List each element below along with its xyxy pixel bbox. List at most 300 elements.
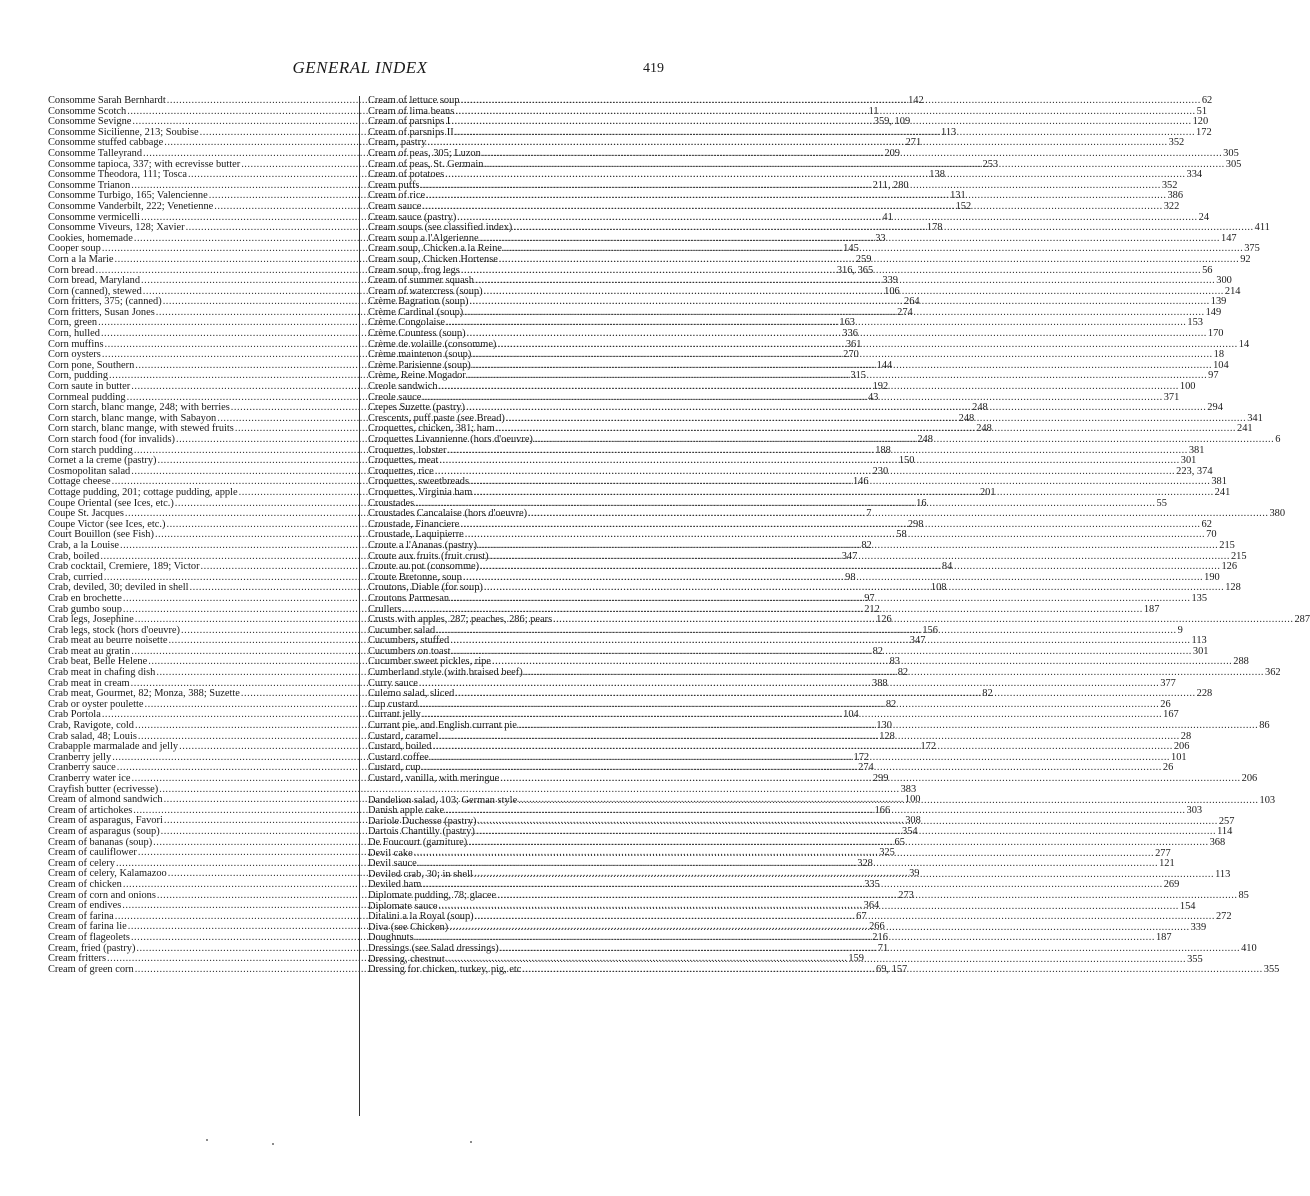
entry-page-number: 359, 109	[873, 116, 911, 128]
entry-page-number: 82	[861, 539, 872, 551]
entry-page-number: 298	[907, 518, 924, 530]
entry-term: Diva (see Chicken)	[368, 921, 449, 933]
entry-term: Custard, boiled	[368, 741, 432, 753]
dot-leader	[450, 594, 1190, 605]
entry-term: Cranberry jelly	[48, 751, 112, 763]
entry-page-number: 128	[879, 730, 895, 742]
entry-term: Cream soup, frog legs	[368, 264, 460, 276]
entry-term: Deviled ham	[368, 879, 422, 891]
entry-page-number: 206	[1241, 773, 1258, 784]
entry-term: Cream of green corn	[48, 963, 134, 975]
entry-term: Corn starch, blanc mange, with Sabayon	[48, 412, 217, 424]
entry-page-number: 82	[872, 645, 883, 657]
entry-page-number: 190	[1204, 571, 1220, 583]
entry-term: De Foucourt (garniture)	[368, 836, 468, 848]
entry-term: Cream of lettuce soup	[368, 95, 460, 106]
entry-term: Dressing for chicken, turkey, pig, etc	[368, 964, 522, 976]
entry-term: Cream of lima beans	[368, 105, 455, 117]
dot-leader	[534, 435, 1274, 446]
entry-term: Cream of bananas (soup)	[48, 836, 153, 848]
entry-page-number: 362	[1265, 667, 1281, 679]
entry-term: Crab legs, stock (hors d'oeuvre)	[48, 624, 181, 636]
entry-page-number: 336	[842, 328, 858, 340]
page-number: 419	[643, 61, 664, 76]
entry-term: Consomme Vanderbilt, 222; Venetienne	[48, 200, 214, 212]
entry-page-number: 301	[1180, 455, 1197, 467]
entry-page-number: 274	[897, 306, 913, 318]
entry-term: Crab legs, Josephine	[48, 614, 134, 626]
entry-term: Devil cake	[368, 847, 413, 859]
entry-term: Cream of cauliflower	[48, 847, 137, 859]
entry-term: Cream, pastry	[368, 137, 427, 149]
entry-page-number: 209	[884, 147, 900, 159]
entry-page-number: 92	[1240, 253, 1251, 265]
entry-page-number: 355	[1187, 953, 1203, 965]
entry-page-number: 100	[904, 794, 921, 806]
entry-term: Cream sauce	[368, 200, 422, 212]
entry-page-number: 303	[1186, 805, 1203, 817]
entry-term: Croquettes, meat	[368, 455, 439, 467]
entry-page-number: 212	[864, 603, 880, 615]
entry-term: Crab, curried	[48, 571, 103, 583]
entry-page-number: 9	[1177, 624, 1183, 636]
entry-term: Corn bread	[48, 264, 95, 276]
entry-term: Crab salad, 48; Louis	[48, 730, 137, 742]
entry-term: Cream of potatoes	[368, 169, 445, 181]
entry-page-number: 248	[972, 402, 988, 414]
entry-term: Crème Cardinal (soup)	[368, 306, 464, 318]
scan-specks	[0, 1135, 700, 1155]
entry-page-number: 383	[900, 783, 917, 795]
entry-term: Crab, boiled	[48, 550, 100, 562]
entry-page-number: 201	[979, 486, 996, 498]
entry-term: Doughnuts	[368, 932, 414, 944]
entry-term: Creole sandwich	[368, 381, 438, 393]
entry-term: Cucumber sweet pickles, ripe	[368, 656, 491, 668]
entry-page-number: 172	[853, 751, 870, 763]
entry-term: Cooper soup	[48, 243, 101, 255]
entry-page-number: 381	[1211, 476, 1227, 488]
entry-term: Croute au pot (consomme)	[368, 561, 480, 573]
entry-term: Corn starch food (for invalids)	[48, 434, 175, 445]
entry-page-number: 288	[1233, 656, 1249, 668]
entry-term: Cream of rice	[368, 190, 426, 202]
entry-page-number: 266	[869, 921, 885, 933]
entry-page-number: 381	[1188, 444, 1205, 456]
entry-term: Cream of almond sandwich	[48, 794, 163, 806]
entry-page-number: 352	[1168, 137, 1185, 149]
entry-page-number: 273	[898, 889, 914, 901]
entry-page-number: 371	[1163, 391, 1180, 403]
entry-term: Diplomate pudding, 78; glacee	[368, 889, 497, 901]
entry-page-number: 56	[1202, 264, 1213, 276]
entry-term: Croustade, Financiere	[368, 518, 460, 530]
dot-leader	[500, 944, 1240, 955]
entry-term: Cream of flageolets	[48, 931, 130, 943]
entry-page-number: 368	[1209, 836, 1226, 848]
entry-page-number: 7	[866, 508, 872, 520]
entry-page-number: 364	[863, 900, 880, 912]
entry-term: Consomme tapioca, 337; with ecrevisse butter	[48, 158, 241, 170]
entry-term: Corn starch, blanc mange, with stewed fruits	[48, 423, 234, 435]
entry-term: Creole sauce	[368, 391, 422, 403]
page-header	[0, 58, 700, 80]
entry-term: Consomme stuffed cabbage	[48, 137, 164, 149]
entry-term: Crème Congolaise	[368, 317, 446, 329]
entry-page-number: 100	[1179, 381, 1196, 393]
entry-page-number: 103	[1259, 794, 1276, 806]
entry-term: Corn, green	[48, 317, 98, 329]
entry-term: Custard, cup	[368, 762, 421, 774]
entry-page-number: 104	[843, 709, 859, 721]
entry-page-number: 315	[850, 370, 866, 382]
entry-term: Consomme Sicilienne, 213; Soubise	[48, 126, 199, 138]
entry-page-number: 126	[1221, 561, 1238, 573]
entry-term: Corn a la Marie	[48, 253, 114, 265]
dot-leader	[460, 96, 1200, 107]
entry-page-number: 241	[1214, 486, 1231, 498]
entry-term: Crab beat, Belle Helene	[48, 656, 148, 668]
entry-term: Devil sauce	[368, 858, 417, 870]
entry-page-number: 188	[875, 444, 891, 456]
entry-term: Corn pone, Southern	[48, 359, 135, 371]
entry-term: Consomme Turbigo, 165; Valencienne	[48, 190, 208, 202]
entry-page-number: 62	[1201, 95, 1213, 106]
entry-page-number: 121	[1159, 858, 1175, 870]
entry-term: Dandelion salad, 103; German style	[368, 794, 518, 806]
entry-page-number: 71	[877, 942, 889, 954]
entry-term: Cream of corn and onions	[48, 889, 156, 901]
entry-page-number: 272	[1215, 911, 1232, 923]
entry-term: Crab, a la Louise	[48, 539, 119, 551]
entry-term: Crab meat au gratin	[48, 645, 131, 657]
entry-page-number: 28	[1180, 730, 1192, 742]
entry-page-number: 144	[876, 359, 893, 371]
entry-page-number: 380	[1269, 508, 1286, 520]
entry-term: Cup custard	[368, 698, 418, 710]
entry-page-number: 83	[889, 656, 900, 668]
entry-term: Crab, deviled, 30; deviled in shell	[48, 582, 189, 594]
entry-page-number: 322	[1163, 200, 1180, 212]
entry-page-number: 167	[1163, 709, 1179, 721]
entry-term: Deviled crab, 30; in shell	[368, 868, 473, 880]
entry-page-number: 51	[1196, 105, 1208, 117]
entry-term: Cookies, homemade	[48, 232, 133, 244]
entry-term: Corn oysters	[48, 349, 101, 361]
entry-page-number: 97	[1208, 370, 1219, 382]
entry-term: Corn starch pudding	[48, 444, 133, 456]
entry-page-number: 135	[1191, 592, 1208, 604]
entry-term: Ditalini a la Royal (soup)	[368, 911, 474, 923]
entry-term: Crepes Suzette (pastry)	[368, 402, 465, 414]
entry-term: Cream of artichokes	[48, 804, 133, 816]
entry-page-number: 58	[896, 529, 907, 541]
entry-page-number: 300	[1216, 275, 1232, 287]
entry-term: Croute a l'Ananas (pastry)	[368, 539, 477, 551]
entry-term: Corn bread, Maryland	[48, 275, 141, 287]
entry-page-number: 347	[841, 550, 858, 562]
entry-page-number: 211, 280	[872, 179, 909, 191]
entry-term: Corn starch, blanc mange, 248; with berries	[48, 402, 230, 414]
entry-term: Cream of parsnips II	[368, 126, 454, 138]
entry-term: Cream soup a l'Algerienne	[368, 232, 479, 244]
entry-term: Cream soups (see classified index)	[368, 222, 513, 234]
entry-page-number: 150	[898, 455, 915, 467]
entry-term: Consomme Scotch	[48, 105, 127, 117]
entry-term: Cream of farina	[48, 910, 114, 922]
entry-page-number: 113	[941, 126, 957, 138]
entry-page-number: 341	[1247, 412, 1263, 424]
entry-term: Coupe Oriental (see Ices, etc.)	[48, 497, 174, 509]
entry-term: Crescents, puff paste (see Bread)	[368, 412, 505, 424]
dot-leader	[422, 202, 1162, 213]
entry-page-number: 84	[941, 561, 953, 573]
entry-page-number: 6	[1275, 434, 1281, 445]
dot-leader	[522, 965, 1262, 976]
entry-page-number: 375	[1244, 243, 1260, 255]
entry-page-number: 26	[1162, 762, 1174, 774]
entry-page-number: 104	[1213, 359, 1229, 371]
entry-term: Corn fritters, 375; (canned)	[48, 296, 162, 308]
entry-term: Dartois Chantilly (pastry)	[368, 826, 475, 838]
entry-term: Cream of peas, St. Germain	[368, 158, 484, 170]
entry-page-number: 41	[882, 211, 893, 223]
dot-leader	[473, 488, 1213, 499]
entry-term: Diplomate sauce	[368, 900, 438, 912]
entry-page-number: 410	[1241, 942, 1257, 954]
entry-page-number: 82	[982, 688, 993, 700]
entry-page-number: 82	[897, 667, 909, 679]
entry-term: Cream of asparagus (soup)	[48, 825, 160, 837]
entry-page-number: 153	[1187, 317, 1203, 329]
entry-page-number: 120	[1192, 116, 1209, 128]
entry-page-number: 166	[874, 804, 891, 816]
entry-page-number: 128	[1225, 582, 1241, 594]
entry-page-number: 411	[1254, 222, 1270, 234]
entry-page-number: 352	[1161, 179, 1178, 191]
section-gap	[368, 785, 672, 796]
entry-page-number: 43	[867, 391, 879, 403]
entry-term: Corn muffins	[48, 338, 104, 350]
entry-term: Curry sauce	[368, 677, 418, 689]
entry-term: Cream of farina lie	[48, 921, 127, 933]
entry-term: Croquettes Livannienne (hors d'oeuvre)	[368, 434, 533, 445]
entry-page-number: 187	[1155, 932, 1172, 944]
entry-term: Crème Bagration (soup)	[368, 296, 469, 308]
entry-page-number: 159	[848, 953, 864, 965]
entry-term: Crayfish butter (ecrivesse)	[48, 783, 159, 795]
entry-term: Consomme Sarah Bernhardt	[48, 95, 166, 106]
entry-term: Cream soup, Chicken Hortense	[368, 253, 498, 265]
entry-term: Dressing, chestnut	[368, 953, 445, 965]
entry-term: Cornmeal pudding	[48, 391, 126, 403]
entry-term: Cream of chicken	[48, 878, 122, 890]
entry-term: Cream soup, Chicken a la Reine	[368, 243, 502, 255]
entry-page-number: 62	[1201, 518, 1212, 530]
entry-page-number: 264	[904, 296, 920, 308]
entry-term: Cornet a la creme (pastry)	[48, 455, 157, 467]
entry-page-number: 101	[1171, 751, 1187, 763]
entry-term: Corn saute in butter	[48, 381, 131, 393]
entry-term: Corn (canned), stewed	[48, 285, 142, 297]
entry-page-number: 146	[852, 476, 869, 488]
entry-page-number: 113	[1215, 868, 1231, 880]
entry-page-number: 172	[920, 741, 937, 753]
entry-page-number: 347	[909, 635, 926, 647]
entry-page-number: 16	[916, 497, 927, 509]
entry-page-number: 214	[1224, 285, 1241, 297]
entry-page-number: 156	[922, 624, 938, 636]
entry-page-number: 11	[868, 105, 879, 117]
entry-page-number: 178	[926, 222, 943, 234]
entry-term: Currant pie, and English currant pie	[368, 720, 517, 732]
entry-page-number: 206	[1173, 741, 1190, 753]
entry-term: Cream fritters	[48, 953, 106, 965]
entry-term: Croutons Parmesan	[368, 592, 450, 604]
entry-term: Croustades	[368, 497, 415, 509]
entry-page-number: 257	[1218, 815, 1235, 827]
entry-term: Cream puffs	[368, 179, 420, 191]
entry-term: Cream, fried (pastry)	[48, 942, 136, 954]
entry-page-number: 139	[1210, 296, 1227, 308]
entry-page-number: 241	[1237, 423, 1253, 435]
entry-page-number: 70	[1206, 529, 1217, 541]
entry-page-number: 147	[1221, 232, 1237, 244]
entry-term: Corn, pudding	[48, 370, 109, 382]
entry-term: Coupe Victor (see Ices, etc.)	[48, 518, 166, 530]
entry-term: Crab cocktail, Cremiere, 189; Victor	[48, 561, 200, 573]
entry-term: Cucumber salad	[368, 624, 436, 636]
entry-page-number: 223, 374	[1176, 465, 1213, 477]
entry-page-number: 294	[1207, 402, 1223, 414]
entry-term: Dressings (see Salad dressings)	[368, 942, 499, 954]
entry-term: Cosmopolitan salad	[48, 465, 131, 477]
entry-page-number: 316, 365	[836, 264, 874, 276]
entry-page-number: 355	[1263, 964, 1280, 976]
dot-leader	[468, 838, 1208, 849]
entry-term: Croquettes, chicken, 381; ham	[368, 423, 495, 435]
entry-term: Cream of watercress (soup)	[368, 285, 483, 297]
entry-term: Croute Bretonne, soup	[368, 571, 462, 583]
entry-term: Cottage pudding, 201; cottage pudding, apple	[48, 486, 238, 498]
entry-page-number: 142	[908, 95, 924, 106]
entry-term: Cucumbers on toast	[368, 645, 451, 657]
dot-leader	[478, 541, 1218, 552]
entry-term: Croute aux fruits (fruit crust)	[368, 550, 489, 562]
entry-page-number: 131	[950, 190, 966, 202]
entry-term: Crab Portola	[48, 709, 101, 721]
dot-leader	[482, 149, 1222, 160]
entry-page-number: 55	[1156, 497, 1167, 509]
entry-page-number: 328	[857, 857, 873, 869]
entry-page-number: 334	[1186, 169, 1203, 181]
entry-term: Culemo salad, sliced	[368, 688, 455, 700]
entry-term: Consomme Theodora, 111; Tosca	[48, 169, 187, 181]
entry-term: Cream of parsnips I	[368, 116, 451, 128]
entry-term: Crab en brochette	[48, 592, 122, 604]
entry-page-number: 26	[1160, 698, 1171, 710]
entry-page-number: 339	[1190, 921, 1207, 933]
entry-term: Croutons, Diable (for soup)	[368, 582, 483, 594]
entry-page-number: 187	[1143, 603, 1160, 615]
entry-page-number: 325	[879, 847, 895, 859]
running-title: GENERAL INDEX	[292, 58, 428, 77]
entry-page-number: 97	[864, 592, 875, 604]
entry-page-number: 172	[1196, 126, 1212, 138]
entry-page-number: 248	[917, 434, 933, 445]
entry-term: Cream sauce (pastry)	[368, 211, 457, 223]
entry-page-number: 377	[1160, 677, 1176, 689]
entry-page-number: 154	[1179, 900, 1196, 912]
entry-page-number: 270	[843, 349, 859, 361]
entry-term: Croquettes, sweetbreads	[368, 476, 469, 488]
entry-page-number: 215	[1230, 550, 1247, 562]
entry-page-number: 86	[1259, 720, 1270, 732]
entry-page-number: 114	[1217, 826, 1233, 838]
entry-page-number: 149	[1205, 306, 1222, 318]
entry-page-number: 335	[864, 878, 880, 890]
entry-term: Coupe St. Jacques	[48, 508, 124, 520]
entry-term: Cream of celery, Kalamazoo	[48, 868, 167, 880]
entry-page-number: 152	[955, 200, 972, 212]
entry-term: Croquettes, rice	[368, 465, 434, 477]
entry-term: Cream of summer squash	[368, 275, 474, 287]
column-divider	[359, 96, 360, 1116]
entry-page-number: 85	[1238, 889, 1249, 901]
entry-page-number: 215	[1219, 539, 1235, 551]
entry-page-number: 299	[872, 773, 889, 784]
entry-page-number: 386	[1167, 190, 1184, 202]
entry-page-number: 305	[1223, 147, 1239, 159]
entry-term: Consomme Trianon	[48, 179, 131, 191]
entry-page-number: 305	[1225, 158, 1242, 170]
entry-term: Cream of celery	[48, 857, 115, 869]
entry-page-number: 271	[905, 137, 922, 149]
entry-term: Crabapple marmalade and jelly	[48, 741, 179, 753]
entry-term: Dariole Duchesse (pastry)	[368, 815, 477, 827]
entry-term: Croquettes, lobster	[368, 444, 447, 456]
entry-page-number: 339	[882, 275, 898, 287]
entry-term: Crab meat in chafing dish	[48, 667, 156, 679]
entry-term: Corn fritters, Susan Jones	[48, 306, 155, 318]
entry-page-number: 253	[982, 158, 999, 170]
entry-term: Cream of endives	[48, 900, 122, 912]
entry-term: Custard coffee	[368, 751, 429, 763]
entry-term: Crab meat, Gourmet, 82; Monza, 388; Suzette	[48, 688, 240, 700]
entry-term: Consomme Talleyrand	[48, 147, 143, 159]
entry-page-number: 106	[884, 285, 900, 297]
entry-page-number: 69, 157	[876, 963, 908, 975]
entry-page-number: 277	[1155, 847, 1171, 859]
entry-page-number: 39	[909, 868, 920, 880]
entry-term: Cranberry water ice	[48, 773, 131, 784]
entry-page-number: 82	[885, 698, 897, 710]
entry-term: Cream of asparagus, Favori	[48, 815, 163, 827]
entry-term: Crème Parisienne (soup)	[368, 359, 471, 371]
entry-page-number: 259	[855, 253, 872, 265]
entry-page-number: 269	[1163, 879, 1180, 891]
entry-term: Cucumbers, stuffed	[368, 635, 450, 647]
entry-page-number: 65	[894, 836, 905, 848]
entry-page-number: 228	[1196, 688, 1213, 700]
entry-term: Consomme Viveurs, 128; Xavier	[48, 222, 185, 234]
entry-term: Danish apple cake	[368, 805, 445, 817]
entry-page-number: 67	[856, 910, 867, 922]
entry-page-number: 248	[976, 423, 992, 435]
entry-term: Croustade, Laquipierre	[368, 529, 464, 541]
entry-term: Crusts with apples, 287; peaches, 286; pears	[368, 614, 553, 626]
entry-page-number: 108	[930, 582, 947, 594]
